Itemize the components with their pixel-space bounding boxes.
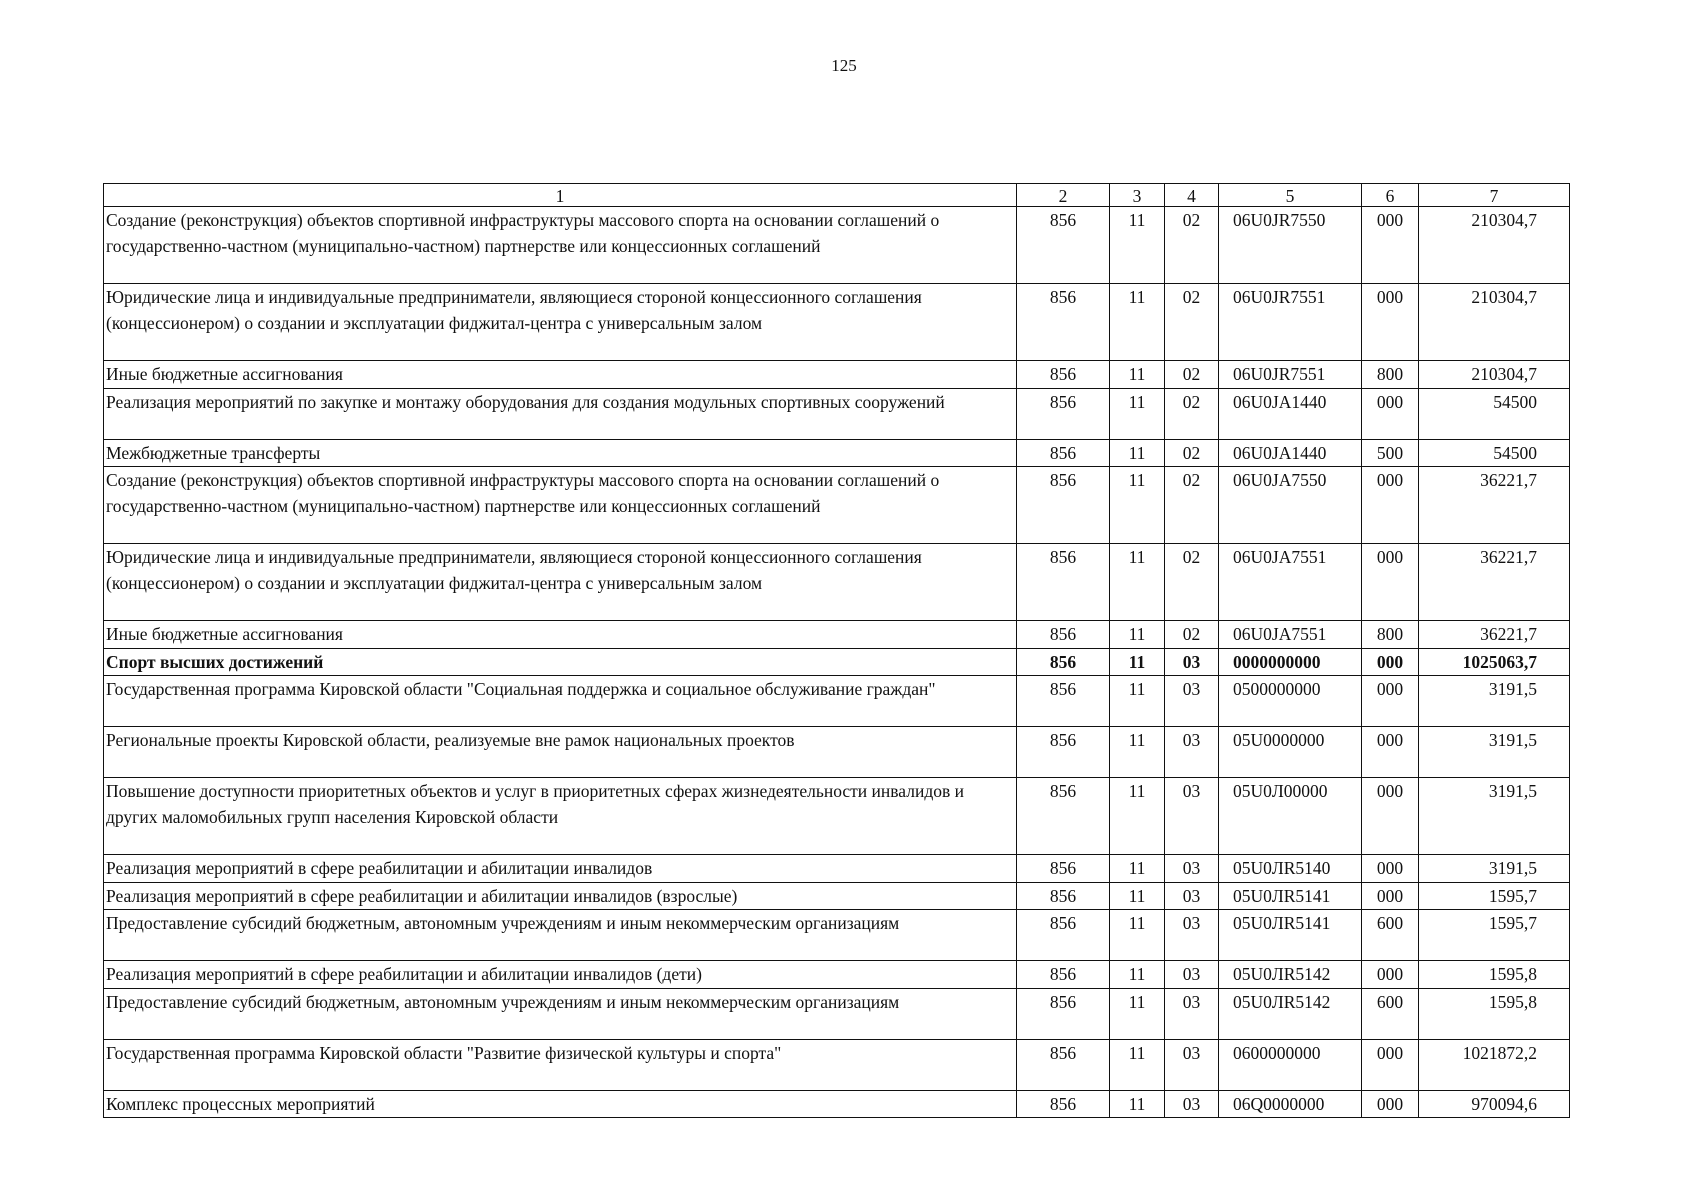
row-name: Межбюджетные трансферты	[104, 439, 1017, 467]
table-row	[104, 676, 1570, 727]
table-row	[104, 1039, 1570, 1090]
row-ved-code: 856	[1017, 676, 1110, 727]
row-subsection-code: 02	[1165, 467, 1219, 544]
row-amount: 1025063,7	[1419, 648, 1570, 676]
row-section-code: 11	[1110, 778, 1165, 855]
row-section-code: 11	[1110, 207, 1165, 284]
column-header-3: 3	[1110, 184, 1165, 207]
row-subsection-code: 03	[1165, 882, 1219, 910]
row-name: Создание (реконструкция) объектов спортивной инфраструктуры массового спорта на основании соглашений о государственно-частном (муниципально-частном) партнерстве или концессионных соглашений	[104, 467, 1017, 544]
table-row	[104, 207, 1570, 284]
row-amount: 1595,8	[1419, 961, 1570, 989]
row-name: Предоставление субсидий бюджетным, автономным учреждениям и иным некоммерческим организациям	[104, 910, 1017, 961]
row-amount: 54500	[1419, 388, 1570, 439]
row-expense-type-code: 000	[1362, 467, 1419, 544]
row-ved-code: 856	[1017, 388, 1110, 439]
row-expense-type-code: 000	[1362, 207, 1419, 284]
row-name: Повышение доступности приоритетных объектов и услуг в приоритетных сферах жизнедеятельности инвалидов и других маломобильных групп населения Кировской области	[104, 778, 1017, 855]
row-ved-code: 856	[1017, 621, 1110, 649]
row-amount: 210304,7	[1419, 361, 1570, 389]
row-expense-type-code: 600	[1362, 910, 1419, 961]
row-target-article-code: 06U0JA7550	[1219, 467, 1362, 544]
row-ved-code: 856	[1017, 988, 1110, 1039]
row-subsection-code: 03	[1165, 910, 1219, 961]
row-section-code: 11	[1110, 621, 1165, 649]
row-target-article-code: 06U0JR7550	[1219, 207, 1362, 284]
row-ved-code: 856	[1017, 648, 1110, 676]
row-expense-type-code: 800	[1362, 361, 1419, 389]
column-header-1: 1	[104, 184, 1017, 207]
row-section-code: 11	[1110, 910, 1165, 961]
row-amount: 3191,5	[1419, 778, 1570, 855]
row-amount: 3191,5	[1419, 727, 1570, 778]
row-expense-type-code: 500	[1362, 439, 1419, 467]
row-ved-code: 856	[1017, 284, 1110, 361]
row-name: Создание (реконструкция) объектов спортивной инфраструктуры массового спорта на основании соглашений о государственно-частном (муниципально-частном) партнерстве или концессионных соглашений	[104, 207, 1017, 284]
row-amount: 36221,7	[1419, 544, 1570, 621]
row-name: Реализация мероприятий по закупке и монтажу оборудования для создания модульных спортивных сооружений	[104, 388, 1017, 439]
row-target-article-code: 0600000000	[1219, 1039, 1362, 1090]
row-target-article-code: 05U0ЛR5140	[1219, 855, 1362, 883]
row-section-code: 11	[1110, 988, 1165, 1039]
row-name: Юридические лица и индивидуальные предприниматели, являющиеся стороной концессионного соглашения (концессионером) о создании и эксплуатации фиджитал-центра с универсальным залом	[104, 544, 1017, 621]
table-row	[104, 1090, 1570, 1118]
table-row	[104, 727, 1570, 778]
row-target-article-code: 06U0JR7551	[1219, 361, 1362, 389]
row-section-code: 11	[1110, 676, 1165, 727]
row-name: Государственная программа Кировской области "Развитие физической культуры и спорта"	[104, 1039, 1017, 1090]
row-ved-code: 856	[1017, 910, 1110, 961]
row-ved-code: 856	[1017, 1090, 1110, 1118]
row-target-article-code: 06U0JA7551	[1219, 544, 1362, 621]
table-row	[104, 544, 1570, 621]
row-target-article-code: 05U0ЛR5141	[1219, 910, 1362, 961]
row-subsection-code: 03	[1165, 648, 1219, 676]
row-subsection-code: 03	[1165, 961, 1219, 989]
row-subsection-code: 02	[1165, 284, 1219, 361]
row-target-article-code: 06Q0000000	[1219, 1090, 1362, 1118]
row-ved-code: 856	[1017, 544, 1110, 621]
row-amount: 36221,7	[1419, 621, 1570, 649]
row-amount: 3191,5	[1419, 855, 1570, 883]
table-body	[104, 207, 1570, 1118]
table-row	[104, 882, 1570, 910]
table-row	[104, 467, 1570, 544]
column-header-6: 6	[1362, 184, 1419, 207]
row-name: Юридические лица и индивидуальные предприниматели, являющиеся стороной концессионного соглашения (концессионером) о создании и эксплуатации фиджитал-центра с универсальным залом	[104, 284, 1017, 361]
row-amount: 970094,6	[1419, 1090, 1570, 1118]
column-number-header-row	[104, 184, 1570, 207]
row-target-article-code: 05U0Л00000	[1219, 778, 1362, 855]
row-target-article-code: 05U0ЛR5142	[1219, 961, 1362, 989]
table-row	[104, 621, 1570, 649]
row-ved-code: 856	[1017, 207, 1110, 284]
table-row	[104, 961, 1570, 989]
row-name: Иные бюджетные ассигнования	[104, 361, 1017, 389]
row-section-code: 11	[1110, 388, 1165, 439]
table-row	[104, 439, 1570, 467]
row-subsection-code: 02	[1165, 621, 1219, 649]
row-ved-code: 856	[1017, 467, 1110, 544]
row-expense-type-code: 000	[1362, 882, 1419, 910]
row-expense-type-code: 600	[1362, 988, 1419, 1039]
row-ved-code: 856	[1017, 727, 1110, 778]
row-expense-type-code: 000	[1362, 961, 1419, 989]
row-section-code: 11	[1110, 284, 1165, 361]
table-row	[104, 855, 1570, 883]
row-amount: 1595,7	[1419, 910, 1570, 961]
row-subsection-code: 02	[1165, 388, 1219, 439]
row-expense-type-code: 000	[1362, 388, 1419, 439]
table-row	[104, 988, 1570, 1039]
row-expense-type-code: 000	[1362, 544, 1419, 621]
row-amount: 210304,7	[1419, 207, 1570, 284]
row-section-code: 11	[1110, 727, 1165, 778]
row-expense-type-code: 800	[1362, 621, 1419, 649]
row-amount: 3191,5	[1419, 676, 1570, 727]
row-amount: 210304,7	[1419, 284, 1570, 361]
row-expense-type-code: 000	[1362, 727, 1419, 778]
row-subsection-code: 03	[1165, 676, 1219, 727]
row-expense-type-code: 000	[1362, 1039, 1419, 1090]
row-ved-code: 856	[1017, 882, 1110, 910]
row-section-code: 11	[1110, 961, 1165, 989]
row-subsection-code: 03	[1165, 727, 1219, 778]
table-row	[104, 778, 1570, 855]
row-expense-type-code: 000	[1362, 778, 1419, 855]
row-ved-code: 856	[1017, 1039, 1110, 1090]
column-header-5: 5	[1219, 184, 1362, 207]
row-ved-code: 856	[1017, 439, 1110, 467]
row-name: Предоставление субсидий бюджетным, автономным учреждениям и иным некоммерческим организациям	[104, 988, 1017, 1039]
row-target-article-code: 0000000000	[1219, 648, 1362, 676]
table-row	[104, 648, 1570, 676]
row-expense-type-code: 000	[1362, 1090, 1419, 1118]
row-ved-code: 856	[1017, 855, 1110, 883]
table-row	[104, 361, 1570, 389]
column-header-4: 4	[1165, 184, 1219, 207]
row-section-code: 11	[1110, 1039, 1165, 1090]
row-name: Реализация мероприятий в сфере реабилитации и абилитации инвалидов (взрослые)	[104, 882, 1017, 910]
column-header-2: 2	[1017, 184, 1110, 207]
row-target-article-code: 06U0JA1440	[1219, 388, 1362, 439]
row-subsection-code: 02	[1165, 207, 1219, 284]
row-amount: 1595,7	[1419, 882, 1570, 910]
row-section-code: 11	[1110, 882, 1165, 910]
row-ved-code: 856	[1017, 778, 1110, 855]
row-expense-type-code: 000	[1362, 284, 1419, 361]
table-row	[104, 284, 1570, 361]
row-expense-type-code: 000	[1362, 676, 1419, 727]
row-subsection-code: 02	[1165, 439, 1219, 467]
row-expense-type-code: 000	[1362, 648, 1419, 676]
row-amount: 1595,8	[1419, 988, 1570, 1039]
table-row	[104, 388, 1570, 439]
row-target-article-code: 06U0JA1440	[1219, 439, 1362, 467]
row-name: Иные бюджетные ассигнования	[104, 621, 1017, 649]
row-expense-type-code: 000	[1362, 855, 1419, 883]
row-subsection-code: 03	[1165, 778, 1219, 855]
row-target-article-code: 0500000000	[1219, 676, 1362, 727]
row-name: Государственная программа Кировской области "Социальная поддержка и социальное обслуживание граждан"	[104, 676, 1017, 727]
row-subsection-code: 03	[1165, 1039, 1219, 1090]
row-name: Реализация мероприятий в сфере реабилитации и абилитации инвалидов	[104, 855, 1017, 883]
row-name: Комплекс процессных мероприятий	[104, 1090, 1017, 1118]
row-target-article-code: 06U0JA7551	[1219, 621, 1362, 649]
row-subsection-code: 03	[1165, 1090, 1219, 1118]
table-row	[104, 910, 1570, 961]
row-subsection-code: 03	[1165, 855, 1219, 883]
page-number: 125	[831, 56, 857, 75]
row-amount: 1021872,2	[1419, 1039, 1570, 1090]
row-subsection-code: 03	[1165, 988, 1219, 1039]
row-section-code: 11	[1110, 467, 1165, 544]
row-ved-code: 856	[1017, 961, 1110, 989]
row-amount: 36221,7	[1419, 467, 1570, 544]
budget-table	[103, 183, 1570, 1118]
row-name: Реализация мероприятий в сфере реабилитации и абилитации инвалидов (дети)	[104, 961, 1017, 989]
row-section-code: 11	[1110, 648, 1165, 676]
row-target-article-code: 06U0JR7551	[1219, 284, 1362, 361]
row-ved-code: 856	[1017, 361, 1110, 389]
row-section-code: 11	[1110, 855, 1165, 883]
column-header-7: 7	[1419, 184, 1570, 207]
row-section-code: 11	[1110, 1090, 1165, 1118]
row-subsection-code: 02	[1165, 361, 1219, 389]
row-name: Региональные проекты Кировской области, реализуемые вне рамок национальных проектов	[104, 727, 1017, 778]
row-subsection-code: 02	[1165, 544, 1219, 621]
row-section-code: 11	[1110, 361, 1165, 389]
row-target-article-code: 05U0ЛR5141	[1219, 882, 1362, 910]
row-section-code: 11	[1110, 544, 1165, 621]
row-section-code: 11	[1110, 439, 1165, 467]
row-name: Спорт высших достижений	[104, 648, 1017, 676]
row-amount: 54500	[1419, 439, 1570, 467]
row-target-article-code: 05U0000000	[1219, 727, 1362, 778]
row-target-article-code: 05U0ЛR5142	[1219, 988, 1362, 1039]
